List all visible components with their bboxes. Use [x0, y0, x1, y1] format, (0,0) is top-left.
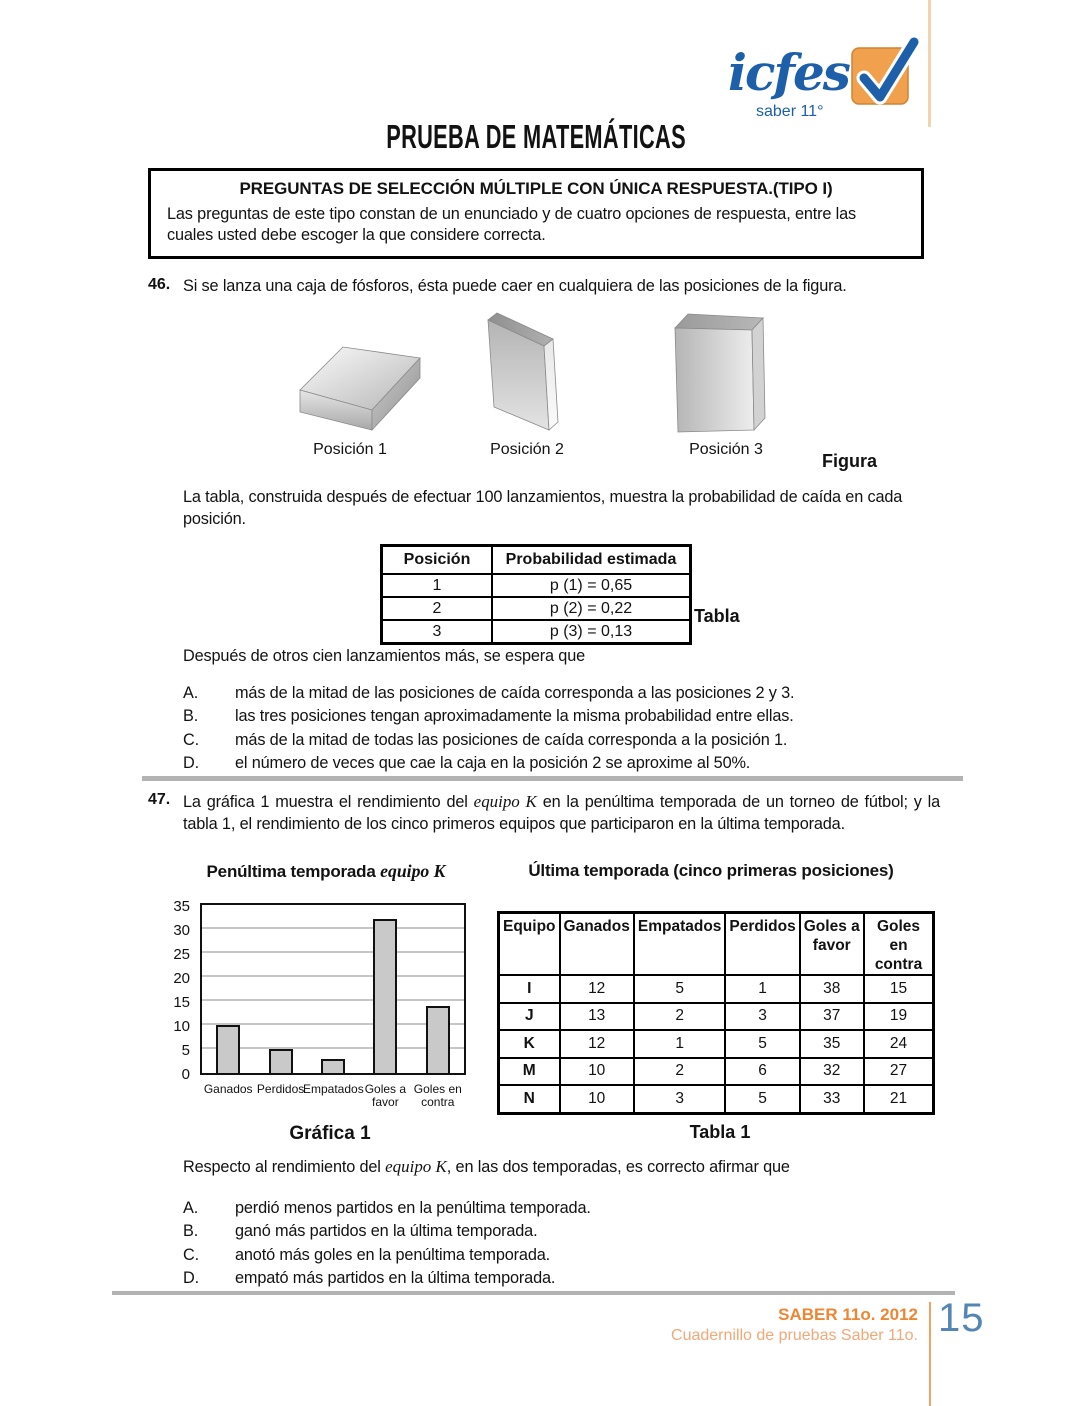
question-number: 46.: [148, 276, 171, 293]
position-2-label: Posición 2: [490, 441, 564, 458]
section-divider: [142, 776, 963, 781]
y-tick-label: 0: [181, 1066, 190, 1083]
option-row: [183, 752, 945, 775]
table-cell: 15: [864, 975, 934, 1003]
question-46-stem: Después de otros cien lanzamientos más, se espera que: [183, 647, 586, 665]
equipo-k-italic: equipo K: [380, 861, 446, 881]
table-row: [382, 574, 691, 597]
footer-booklet-title: SABER 11o. 2012: [778, 1305, 918, 1324]
gridline: [202, 1047, 464, 1049]
equipo-k-italic: equipo K: [473, 792, 537, 811]
table-row: [499, 1003, 934, 1031]
table-cell: 12: [560, 975, 634, 1003]
option-letter: A.: [183, 684, 199, 702]
option-row: [183, 729, 945, 752]
table-row: [499, 975, 934, 1003]
option-text: ganó más partidos en la última temporada.: [235, 1222, 538, 1241]
x-category-label: Goles a favor: [364, 1082, 407, 1109]
column-header: Perdidos: [725, 913, 799, 976]
table-cell: 13: [560, 1003, 634, 1031]
table-cell: 37: [800, 1003, 864, 1031]
table-cell: 24: [864, 1030, 934, 1058]
saber-11-label: saber 11°: [756, 103, 824, 120]
table-intro-paragraph: La tabla, construida después de efectuar 100 lanzamientos, muestra la probabilidad de caída en cada posición.: [183, 488, 903, 528]
table-heading: Última temporada (cinco primeras posiciones): [528, 861, 894, 880]
question-47: [148, 791, 940, 835]
gridline: [202, 951, 464, 953]
x-category-label: Ganados: [203, 1082, 253, 1096]
table-cell: 35: [800, 1030, 864, 1058]
table-cell: 10: [560, 1085, 634, 1113]
bar-goles-a-favor: [373, 919, 397, 1073]
table-cell: p (2) = 0,22: [492, 597, 691, 620]
gridline: [202, 927, 464, 929]
equipo-k-italic: equipo K: [385, 1157, 447, 1176]
table-cell: 2: [382, 597, 493, 620]
figure-caption: Figura: [822, 451, 878, 471]
y-tick-label: 30: [173, 922, 190, 939]
table-cell: K: [499, 1030, 560, 1058]
column-header: Ganados: [560, 913, 634, 976]
table-cell: M: [499, 1058, 560, 1086]
column-header: Posición: [382, 546, 493, 575]
bar-chart-plot: [200, 903, 466, 1075]
y-tick-label: 5: [181, 1042, 190, 1059]
table-cell: 1: [634, 1030, 726, 1058]
table-cell: J: [499, 1003, 560, 1031]
option-row: [183, 1244, 945, 1267]
table-cell: 21: [864, 1085, 934, 1113]
table-cell: 5: [725, 1085, 799, 1113]
question-prompt: Si se lanza una caja de fósforos, ésta puede caer en cualquiera de las posiciones de la figura.: [183, 277, 847, 295]
gridline: [202, 1023, 464, 1025]
option-text: anotó más goles en la penúltima temporada.: [235, 1245, 551, 1264]
top-right-accent-line: [928, 0, 931, 127]
bar-empatados: [321, 1059, 345, 1073]
gridline: [202, 975, 464, 977]
instruction-body: Las preguntas de este tipo constan de un enunciado y de cuatro opciones de respuesta, entre las cuales usted debe escoger la que considere correcta.: [167, 205, 857, 244]
table-cell: 6: [725, 1058, 799, 1086]
table-cell: 2: [634, 1003, 726, 1031]
option-row: [183, 1197, 945, 1220]
matchbox-position-1-figure: [294, 336, 424, 432]
column-header: Probabilidad estimada: [492, 546, 691, 575]
x-category-label: Perdidos: [256, 1082, 305, 1096]
option-letter: B.: [183, 1222, 199, 1241]
option-letter: B.: [183, 707, 199, 726]
option-text: empató más partidos en la última temporada.: [235, 1269, 556, 1288]
option-text: las tres posiciones tengan aproximadamente la misma probabilidad entre ellas.: [235, 707, 794, 726]
instruction-heading: PREGUNTAS DE SELECCIÓN MÚLTIPLE CON ÚNICA RESPUESTA.(TIPO I): [239, 179, 833, 198]
option-row: [183, 1267, 945, 1290]
table-cell: 1: [382, 574, 493, 597]
question-47-stem: Respecto al rendimiento del equipo K, en las dos temporadas, es correcto afirmar que: [183, 1157, 790, 1176]
column-header: Goles a favor: [800, 913, 864, 976]
footer: [520, 1305, 918, 1345]
icfes-logo: [728, 36, 923, 126]
bar-ganados: [216, 1025, 240, 1073]
matchbox-position-2-figure: [484, 310, 564, 435]
y-tick-label: 15: [173, 994, 190, 1011]
column-header: Equipo: [499, 913, 560, 976]
table-cell: 5: [725, 1030, 799, 1058]
y-tick-label: 35: [173, 898, 190, 915]
x-category-label: Empatados: [303, 1082, 364, 1096]
table-cell: 3: [382, 620, 493, 644]
table-row: [499, 1058, 934, 1086]
icfes-logo-graphic: [728, 36, 923, 126]
option-text: el número de veces que cae la caja en la posición 2 se aproxime al 50%.: [235, 754, 751, 773]
column-header: Goles en contra: [864, 913, 934, 976]
position-3-label: Posición 3: [689, 441, 763, 458]
probability-table: [380, 544, 692, 645]
table-cell: p (1) = 0,65: [492, 574, 691, 597]
position-1-label: Posición 1: [313, 441, 387, 458]
table-cell: 3: [725, 1003, 799, 1031]
option-letter: D.: [183, 1269, 199, 1288]
option-row: [183, 1220, 945, 1243]
question-46: [148, 276, 930, 298]
question-47-options: [183, 1197, 945, 1291]
table-cell: 12: [560, 1030, 634, 1058]
y-tick-label: 25: [173, 946, 190, 963]
y-tick-label: 10: [173, 1018, 190, 1035]
option-text: más de la mitad de todas las posiciones de caída corresponda a la posición 1.: [235, 730, 788, 749]
footer-accent-line: [929, 1302, 931, 1406]
table-row: [382, 597, 691, 620]
table-cell: 3: [634, 1085, 726, 1113]
bar-chart-yaxis: [150, 898, 194, 1083]
table-cell: 38: [800, 975, 864, 1003]
header-row: [382, 546, 691, 575]
header-row: [499, 913, 934, 976]
option-letter: D.: [183, 754, 199, 773]
option-row: [183, 705, 945, 728]
bar-perdidos: [269, 1049, 293, 1073]
matchbox-position-3-figure: [666, 306, 768, 436]
page-number: 15: [938, 1296, 985, 1340]
question-46-options: [183, 682, 945, 776]
standings-table: [497, 911, 935, 1115]
bar-chart-xlabels: [200, 1081, 466, 1115]
table-cell: 19: [864, 1003, 934, 1031]
icfes-wordmark: icfes: [728, 43, 849, 102]
page-title: PRUEBA DE MATEMÁTICAS: [386, 118, 686, 155]
footer-booklet-subtitle: Cuadernillo de pruebas Saber 11o.: [671, 1327, 918, 1344]
table-cell: p (3) = 0,13: [492, 620, 691, 644]
table-caption: Tabla: [694, 606, 740, 626]
option-letter: C.: [183, 1245, 199, 1264]
table-row: [499, 1085, 934, 1113]
option-letter: A.: [183, 1199, 199, 1217]
table-cell: 1: [725, 975, 799, 1003]
column-header: Empatados: [634, 913, 726, 976]
gridline: [202, 999, 464, 1001]
option-text: perdió menos partidos en la penúltima temporada.: [235, 1199, 591, 1217]
table-cell: 5: [634, 975, 726, 1003]
option-letter: C.: [183, 730, 199, 749]
chart-heading: Penúltima temporada equipo K: [206, 861, 446, 881]
chart-caption: Gráfica 1: [289, 1123, 371, 1144]
table-row: [382, 620, 691, 644]
table-cell: I: [499, 975, 560, 1003]
option-row: [183, 682, 945, 705]
table-cell: N: [499, 1085, 560, 1113]
footer-divider: [112, 1291, 955, 1295]
table-cell: 10: [560, 1058, 634, 1086]
table-cell: 33: [800, 1085, 864, 1113]
question-prompt: La gráfica 1 muestra el rendimiento del equipo K en la penúltima temporada de un torneo de fútbol; y la tabla 1, el rendimiento de los cinco primeros equipos que participaron en la última temporada.: [183, 792, 940, 833]
table-row: [499, 1030, 934, 1058]
option-text: más de la mitad de las posiciones de caída corresponda a las posiciones 2 y 3.: [235, 684, 795, 702]
table-cell: 32: [800, 1058, 864, 1086]
bar-goles-en-contra: [426, 1006, 450, 1073]
table-1-caption: Tabla 1: [689, 1122, 751, 1142]
instruction-box: [148, 168, 924, 259]
y-tick-label: 20: [173, 970, 190, 987]
table-cell: 27: [864, 1058, 934, 1086]
x-category-label: Goles en contra: [413, 1082, 462, 1109]
table-cell: 2: [634, 1058, 726, 1086]
question-number: 47.: [148, 791, 171, 808]
